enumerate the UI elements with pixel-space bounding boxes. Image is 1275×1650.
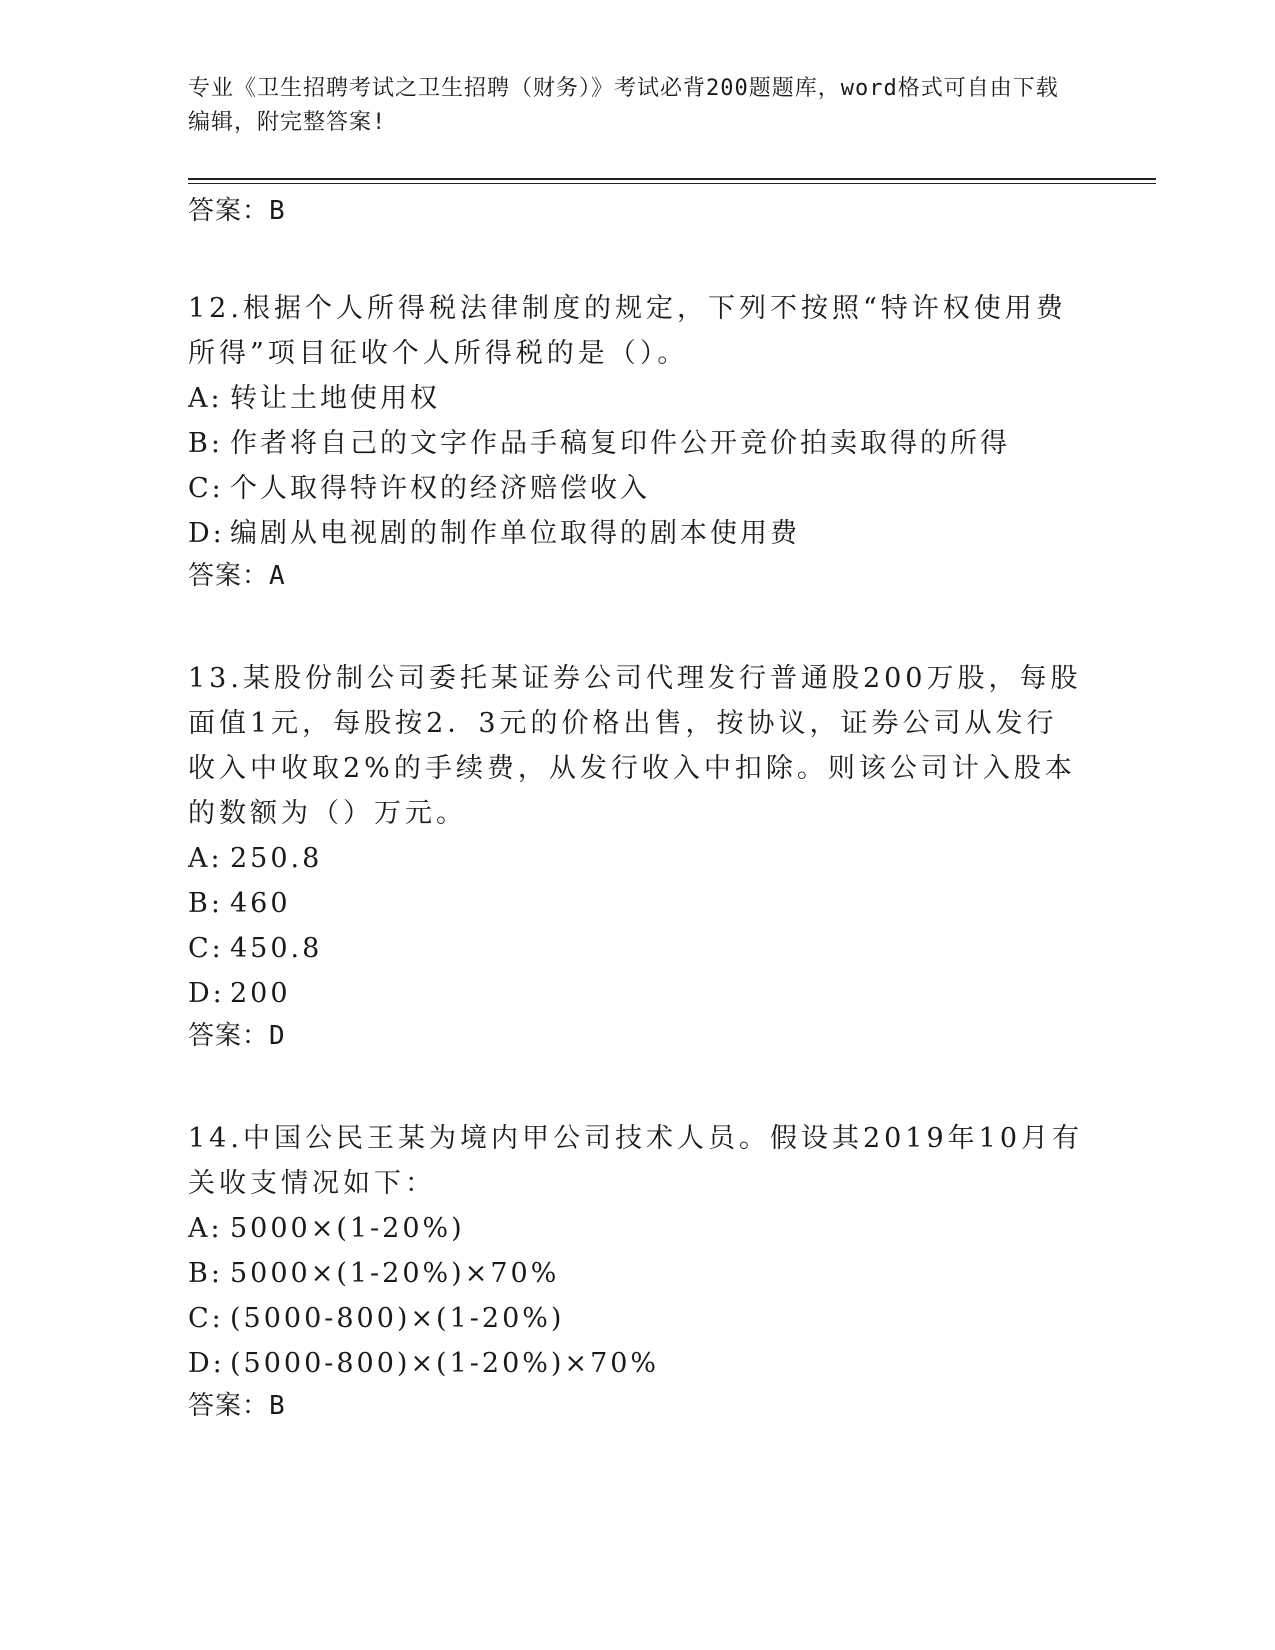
header-rule-thick	[188, 178, 1156, 180]
question-12	[188, 286, 1088, 596]
option-text: 转让土地使用权	[230, 383, 440, 414]
option-text: 450.8	[230, 933, 323, 964]
question-answer: 答案：A	[188, 561, 286, 591]
option-text: 编剧从电视剧的制作单位取得的剧本使用费	[230, 518, 800, 549]
option-letter: A:	[188, 1213, 223, 1244]
option-letter: C:	[188, 473, 224, 504]
option-b	[188, 881, 1088, 926]
option-text: 250.8	[230, 843, 323, 874]
question-text: 12.根据个人所得税法律制度的规定，下列不按照“特许权使用费所得”项目征收个人所得税的是（）。	[188, 293, 1067, 369]
question-text: 13.某股份制公司委托某证券公司代理发行普通股200万股，每股面值1元，每股按2．3元的价格出售，按协议，证券公司从发行收入中收取2%的手续费，从发行收入中扣除。则该公司计入股本的数额为（）万元。	[188, 663, 1082, 829]
option-letter: B:	[188, 1258, 223, 1289]
previous-answer: 答案：B	[188, 196, 286, 226]
option-letter: B:	[188, 888, 223, 919]
option-letter: B:	[188, 428, 223, 459]
option-text: 5000×(1-20%)×70%	[230, 1258, 560, 1289]
option-a	[188, 1206, 1088, 1251]
option-c	[188, 466, 1088, 511]
option-b	[188, 1251, 1088, 1296]
question-text: 14.中国公民王某为境内甲公司技术人员。假设其2019年10月有关收支情况如下：	[188, 1123, 1084, 1199]
question-answer: 答案：D	[188, 1021, 286, 1051]
option-a	[188, 376, 1088, 421]
option-c	[188, 926, 1088, 971]
option-letter: A:	[188, 843, 223, 874]
option-letter: C:	[188, 1303, 224, 1334]
option-text: 460	[230, 888, 291, 919]
question-13	[188, 656, 1088, 1056]
option-text: (5000-800)×(1-20%)×70%	[230, 1348, 660, 1379]
option-d	[188, 971, 1088, 1016]
option-d	[188, 1341, 1088, 1386]
header-rule-thin	[188, 183, 1156, 184]
question-answer: 答案：B	[188, 1391, 286, 1421]
option-letter: D:	[188, 1348, 225, 1379]
question-14	[188, 1116, 1088, 1426]
option-letter: C:	[188, 933, 224, 964]
document-header: 专业《卫生招聘考试之卫生招聘（财务）》考试必背200题题库，word格式可自由下载编辑，附完整答案!	[188, 76, 1059, 135]
option-letter: A:	[188, 383, 223, 414]
option-a	[188, 836, 1088, 881]
option-letter: D:	[188, 518, 225, 549]
option-d	[188, 511, 1088, 556]
option-text: (5000-800)×(1-20%)	[230, 1303, 565, 1334]
option-text: 个人取得特许权的经济赔偿收入	[230, 473, 650, 504]
option-text: 作者将自己的文字作品手稿复印件公开竞价拍卖取得的所得	[230, 428, 1010, 459]
option-c	[188, 1296, 1088, 1341]
option-text: 5000×(1-20%)	[230, 1213, 465, 1244]
option-text: 200	[230, 978, 291, 1009]
option-b	[188, 421, 1088, 466]
document-content	[188, 186, 1088, 1426]
option-letter: D:	[188, 978, 225, 1009]
